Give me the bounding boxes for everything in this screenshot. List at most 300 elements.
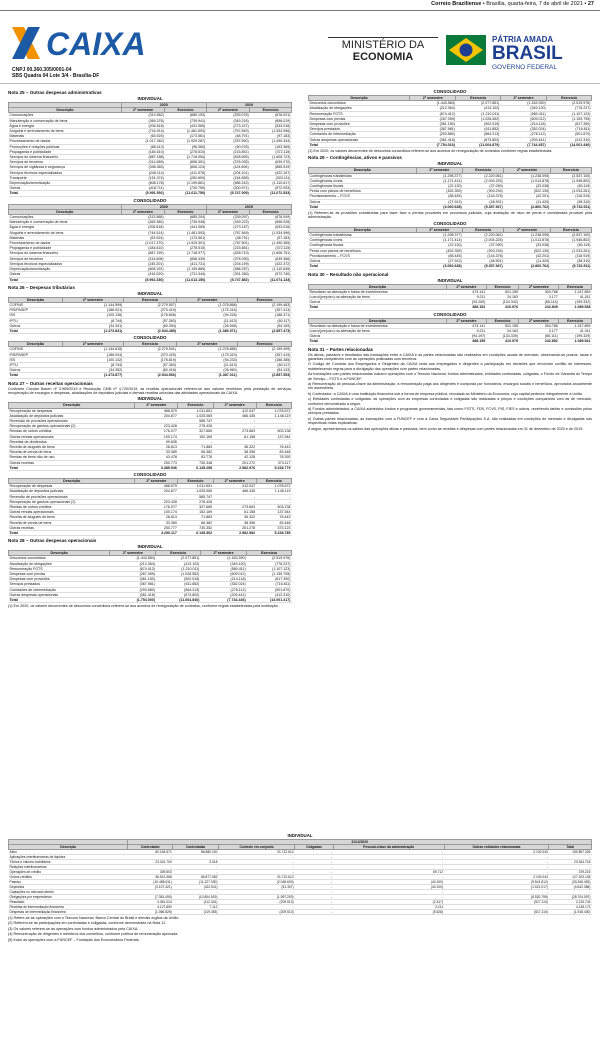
related-parties-value: - [295, 910, 334, 915]
admin-expenses-individual-table-total-value: (5.991.592) [121, 191, 165, 196]
other-expenses-individual-table-value: (1.210.011) [156, 566, 200, 571]
tax-expenses-individual-table-label: PIS/PASEP [9, 308, 63, 313]
other-expenses-individual-table-value: (1.028.552) [156, 572, 200, 577]
admin-expenses-individual-table-label: Aluguéis e arrendamento de bens [9, 129, 122, 134]
tax-expenses-consolidated-table-value: (34.352) [63, 368, 124, 373]
other-expenses-consolidated-table-value: (361.150) [410, 122, 456, 127]
admin-expenses-individual-table-total-value: (11.072.533) [250, 191, 292, 196]
contingencies-consolidated-table-label: Contingências cíveis [309, 238, 417, 243]
tax-expenses-individual-table-total-value: (1.473.841) [63, 328, 124, 333]
tax-expenses-consolidated-table-value: (2.279.541) [123, 347, 177, 352]
other-expenses-individual-table-value: (412.310) [247, 592, 292, 597]
non-operating-consolidated-table-column-header: Exercício [559, 318, 592, 323]
admin-expenses-individual-table-label: Outras [9, 186, 122, 191]
other-income-consolidated-table-value: 250.777 [135, 525, 178, 530]
other-income-individual-table-value: 78.393 [256, 455, 291, 460]
admin-expenses-individual-table-label: Comunicações [9, 113, 122, 118]
contingencies-individual-table-value: (2.537.100) [550, 173, 591, 178]
other-income-individual-table-value: 66.382 [178, 450, 213, 455]
related-parties-label: Despesas de intermediação financeira [9, 910, 128, 915]
other-expenses-consolidated-table-value: (2.077.851) [456, 101, 500, 106]
tax-expenses-consolidated-table-column-header: Descrição [9, 342, 63, 347]
other-income-individual-table-total-value: 5.228.779 [256, 465, 291, 470]
related-parties-value: 4.138.173 [549, 905, 592, 910]
contingencies-individual-table-row [309, 189, 592, 194]
contingencies-consolidated-table-total-value: (5.732.511) [550, 264, 591, 269]
contingencies-individual-table-body [309, 173, 592, 209]
related-parties-value: - [128, 865, 173, 870]
other-income-consolidated-table-value: 66.382 [178, 520, 213, 525]
contingencies-individual-table-value: (22.130) [416, 184, 463, 189]
tax-expenses-consolidated-table-value: (60.117) [238, 362, 292, 367]
non-operating-consolidated-table-total-value: 242.852 [519, 339, 559, 344]
contingencies-consolidated-table-block [308, 221, 592, 270]
related-parties-value: (119.453) [173, 910, 219, 915]
other-expenses-individual-table-caption: INDIVIDUAL [137, 544, 163, 550]
non-operating-individual-table-value: 41.011 [559, 294, 592, 299]
admin-expenses-individual-table-value: (173.561) [165, 134, 206, 139]
address: SBS Quadra 04 Lote 3/4 - Brasília-DF [12, 73, 100, 79]
other-income-consolidated-table-value: 83.448 [256, 520, 291, 525]
admin-expenses-individual-table-value: (398.383) [121, 165, 165, 170]
admin-expenses-individual-table-value: (314.565) [121, 160, 165, 165]
other-expenses-individual-table-total-value: (7.744.446) [200, 598, 246, 603]
other-income-consolidated-table-label: Reversão de provisões operacionais [9, 494, 135, 499]
related-parties-value: - [549, 890, 592, 895]
non-operating-individual-table-column-header: Descrição [309, 284, 447, 289]
non-operating-individual-table-total-value: 388.152 [447, 305, 487, 310]
other-expenses-individual-table-value: (674.412) [110, 566, 156, 571]
other-income-individual-table-column-header: Exercício [178, 403, 213, 408]
note-title: Nota 27 – Outras receitas operacionais [8, 380, 93, 386]
other-income-consolidated-table-total-value: 2.582.982 [213, 531, 256, 536]
tax-expenses-consolidated-table-value: (57.363) [123, 362, 177, 367]
non-operating-individual-table-label: Resultado na alienação e baixa de investimentos [309, 289, 447, 294]
admin-expenses-individual-table-value: (422.197) [250, 170, 292, 175]
related-parties-value: (4.642.356) [549, 885, 592, 890]
other-income-consolidated-table-value: 1.011.651 [178, 484, 213, 489]
admin-expenses-individual-table-label: Serviços de terceiros [9, 160, 122, 165]
contingencies-consolidated-table-total-row [309, 264, 592, 269]
other-expenses-individual-table-value: (361.418) [110, 592, 156, 597]
admin-expenses-consolidated-table-label: Outras [9, 272, 122, 277]
note-paragraph: b) Controlador: a CAIXA é uma instituição financeira sob a forma de empresa pública, vinculada ao Ministério da Economia, cujo capital pertence integralmente à União. [308, 391, 584, 396]
other-income-individual-table-label: Outras rendas operacionais [9, 434, 135, 439]
other-expenses-individual-table-value: (1.107.123) [247, 566, 292, 571]
tax-expenses-consolidated-table-label: ISS [9, 357, 63, 362]
admin-expenses-consolidated-table-label: Comunicações [9, 215, 122, 220]
other-expenses-consolidated-table-value: (412.310) [547, 137, 592, 142]
related-parties-value: 2.100.043 [444, 875, 549, 880]
admin-expenses-consolidated-table-column-header: Exercício [165, 209, 207, 214]
other-income-consolidated-table-column-header: Descrição [9, 479, 135, 484]
other-expenses-individual-table-value: (560.411) [200, 566, 246, 571]
admin-expenses-individual-table-value: (767.849) [206, 129, 250, 134]
tax-expenses-consolidated-table-value: (94.233) [177, 357, 238, 362]
tax-expenses-individual-table-total-row [9, 328, 292, 333]
other-income-consolidated-table-label: Receita de venda de bens [9, 520, 135, 525]
publication-date: Brasília, quarta-feira, 7 de abril de 2021 [486, 1, 583, 7]
other-income-consolidated-table-label: Receita de aluguéis de bens [9, 515, 135, 520]
tax-expenses-individual-table-value: (94.226) [177, 313, 238, 318]
other-expenses-individual-table-total-value: (1.754.000) [110, 598, 156, 603]
admin-expenses-consolidated-table-label: Materiais [9, 235, 122, 240]
other-income-individual-table-value: 373.117 [256, 460, 291, 465]
contingencies-individual-table-value: (903.294) [463, 189, 504, 194]
related-parties-label: Receitas de intermediação financeira [9, 905, 128, 910]
other-income-individual-table-value: 176.077 [135, 429, 178, 434]
contingencies-consolidated-table-total-value: (5.357.947) [463, 264, 504, 269]
other-expenses-consolidated-table-total-value: (7.754.016) [410, 142, 456, 147]
other-expenses-consolidated-table-value: (209.441) [500, 137, 546, 142]
contingencies-consolidated-table-label: Perda com planos de benefícios [309, 248, 417, 253]
contingencies-individual-table-column-header: Exercício [550, 168, 591, 173]
related-parties-footnote: (2) Referem-se às participações em controladas e coligadas, conforme demonstrado na Nota 12. [8, 921, 167, 926]
non-operating-individual-table-value: 1.247.859 [559, 289, 592, 294]
other-income-consolidated-table-value: 204.877 [135, 489, 178, 494]
other-income-individual-table-column-header: 2º semestre [135, 403, 178, 408]
admin-expenses-consolidated-table-value: (372.115) [250, 246, 292, 251]
other-expenses-consolidated-table-value: (1.443.584) [410, 101, 456, 106]
tax-expenses-individual-table-value: (357.413) [238, 308, 292, 313]
admin-expenses-individual-table-value: (339.078) [206, 113, 250, 118]
contingencies-consolidated-table-value: (33.038) [504, 243, 551, 248]
other-income-consolidated-table-value: 100.174 [135, 510, 178, 515]
admin-expenses-consolidated-table-value: (376.090) [206, 256, 249, 261]
admin-expenses-individual-table-value: (154.658) [206, 175, 250, 180]
other-expenses-consolidated-table-body [309, 101, 592, 148]
other-income-individual-table-value: 38.396 [213, 450, 256, 455]
admin-expenses-consolidated-table-value: (744.514) [121, 230, 164, 235]
other-income-consolidated-table-value: 176.077 [135, 505, 178, 510]
tax-expenses-individual-table-value: (1.144.599) [63, 302, 124, 307]
other-income-consolidated-table-value: 273.663 [213, 505, 256, 510]
admin-expenses-individual-table-value: (828.695) [206, 155, 250, 160]
ministry-line-1: MINISTÉRIO DA [341, 39, 425, 51]
other-expenses-individual-table-value: (367.981) [110, 582, 156, 587]
admin-expenses-consolidated-table-value: (63.924) [121, 235, 164, 240]
ministry-logo [328, 39, 438, 63]
related-parties-value: 4.127.850 [128, 905, 173, 910]
admin-expenses-consolidated-table-total-value: (5.747.852) [206, 277, 249, 282]
admin-expenses-consolidated-table-value: (1.461.593) [165, 230, 207, 235]
related-parties-value: - [295, 875, 334, 880]
admin-expenses-consolidated-table-value: (656.439) [165, 256, 207, 261]
other-expenses-consolidated-table-value: (564.213) [456, 132, 500, 137]
related-parties-value: - [295, 865, 334, 870]
related-parties-value: - [333, 850, 444, 855]
contingencies-individual-table-value: (42.201) [504, 194, 551, 199]
non-operating-individual-table-value: (94.200) [447, 300, 487, 305]
tax-expenses-individual-table-column-header: 2º semestre [177, 297, 238, 302]
admin-expenses-consolidated-table-value: (767.849) [206, 230, 249, 235]
contingencies-consolidated-table-value: (1.946.802) [550, 238, 591, 243]
admin-expenses-consolidated-table-value: (206.618) [121, 225, 164, 230]
other-income-consolidated-table-body [9, 484, 292, 536]
other-income-individual-table-value: - [256, 418, 291, 423]
admin-expenses-consolidated-table-value: (48.791) [206, 235, 249, 240]
other-income-consolidated-table-column-header: Exercício [256, 479, 291, 484]
related-parties-value: 150.857.326 [549, 850, 592, 855]
other-income-individual-table-block [8, 396, 292, 471]
admin-expenses-individual-table-label: Serviços técnicos especializados [9, 170, 122, 175]
contingencies-individual-table-column-header: 2º semestre [504, 168, 551, 173]
note-title: Nota 29 – Contingências, ativos e passivos [308, 155, 402, 161]
contingencies-individual-table-value: (11.420) [504, 199, 551, 204]
related-parties-footnote: (3) Os valores referem-se às operações com fundos administrados pela CAIXA. [8, 926, 139, 931]
admin-expenses-individual-table-body [9, 113, 292, 196]
other-expenses-consolidated-table-value: (367.981) [410, 127, 456, 132]
other-expenses-individual-table-value: (413.102) [156, 561, 200, 566]
related-parties-value: 3.211 [333, 905, 444, 910]
related-parties-column-header: Pessoal-chave da administração [333, 845, 444, 850]
related-parties-value: 23.341.700 [128, 860, 173, 865]
non-operating-consolidated-table-total-row [309, 339, 592, 344]
tax-expenses-individual-table-total-label: Total [9, 328, 63, 333]
other-income-consolidated-table-value: 585.747 [178, 494, 213, 499]
admin-expenses-consolidated-table-value: (608.192) [121, 267, 164, 272]
other-expenses-individual-table-value: (1.159.795) [247, 572, 292, 577]
admin-expenses-individual-table-value: (441.069) [165, 123, 206, 128]
other-income-individual-table-value: 43.478 [135, 455, 178, 460]
related-parties-footnote: (4) Remuneração de dirigentes e membros dos conselhos, conforme política de remuneração aprovada. [8, 932, 179, 937]
other-expenses-consolidated-table-value: (673.802) [456, 137, 500, 142]
other-income-consolidated-table-value: - [213, 499, 256, 504]
admin-expenses-consolidated-table-total-value: (11.074.133) [250, 277, 292, 282]
tax-expenses-individual-table-label: ISS [9, 313, 63, 318]
non-operating-consolidated-table-value: 521.155 [486, 323, 519, 328]
admin-expenses-consolidated-table-label: Serviços de terceiros [9, 256, 122, 261]
related-parties-label: Operações de crédito [9, 870, 128, 875]
tax-expenses-consolidated-table-value: (1.078.886) [177, 347, 238, 352]
admin-expenses-consolidated-table-value: (787.601) [206, 241, 249, 246]
admin-expenses-consolidated-table-label: Aluguéis e arrendamento de bens [9, 230, 122, 235]
other-expenses-consolidated-table-label: Comissões de intermediação [309, 132, 410, 137]
admin-expenses-consolidated-table-label: Manutenção e conservação de bens [9, 220, 122, 225]
other-income-individual-table-value: 71.883 [178, 444, 213, 449]
admin-expenses-individual-table-column-header: Exercício [250, 108, 292, 113]
contingencies-consolidated-table-column-header: 2º semestre [504, 227, 551, 232]
contingencies-individual-table-total-value: (3.060.638) [416, 204, 463, 209]
other-income-individual-table-value: 76.443 [256, 444, 291, 449]
contingencies-consolidated-table-value: (22.130) [416, 243, 463, 248]
tax-expenses-consolidated-table-total-label: Total [9, 373, 63, 378]
admin-expenses-individual-table-value: (369.376) [121, 118, 165, 123]
related-parties-value: - [549, 865, 592, 870]
admin-expenses-individual-table-label: Promoções e relações públicas [9, 144, 122, 149]
contingencies-consolidated-table-column-header: Exercício [550, 227, 591, 232]
other-expenses-consolidated-table-value: (611.852) [456, 127, 500, 132]
contingencies-individual-table-column-header: 2º semestre [416, 168, 463, 173]
admin-expenses-individual-table-total-label: Total [9, 191, 122, 196]
tax-expenses-consolidated-table-value: (1.144.615) [63, 347, 124, 352]
note-paragraph: As transações com partes relacionadas incluem operações com o Tesouro Nacional, fundos administrados, entidades controladas, coligadas, o Fundo de Garantia do Tempo de Serviço – FGTS e a FUNCEF. [308, 372, 592, 381]
admin-expenses-consolidated-table-total-value: (5.992.330) [121, 277, 164, 282]
contingencies-consolidated-table-value: (452.359) [416, 248, 463, 253]
admin-expenses-consolidated-table-value: (731.344) [165, 272, 207, 277]
related-parties-value: - [549, 855, 592, 860]
admin-expenses-consolidated-table-label: Propaganda e publicidade [9, 246, 122, 251]
tax-expenses-consolidated-table-column-header: 2º semestre [63, 342, 124, 347]
other-income-individual-table-value: 83.778 [178, 455, 213, 460]
other-expenses-individual-table-value: (209.441) [200, 592, 246, 597]
tax-expenses-individual-table-body [9, 302, 292, 333]
tax-expenses-consolidated-table-value: (2.199.499) [238, 347, 292, 352]
other-income-individual-table-value: 28.813 [135, 444, 178, 449]
admin-expenses-consolidated-table-head [9, 204, 292, 214]
other-expenses-individual-table-label: Descontos concedidos [9, 556, 110, 561]
contingencies-consolidated-table-value: (37.090) [463, 243, 504, 248]
contingencies-individual-table-value: (33.038) [504, 184, 551, 189]
related-parties-value: 69.712 [333, 870, 444, 875]
other-income-individual-table-value: 412.047 [213, 408, 256, 413]
tax-expenses-individual-table-value: (11.613) [177, 318, 238, 323]
related-parties-footnote: (1) Refere-se às operações com o Tesouro Nacional, Banco Central do Brasil e demais órgãos da União. [8, 916, 180, 920]
related-parties-value: - [444, 855, 549, 860]
other-income-consolidated-table-total-label: Total [9, 531, 135, 536]
related-parties-value: (28.704.097) [549, 895, 592, 900]
other-expenses-consolidated-table-value: (2.519.976) [547, 101, 592, 106]
other-expenses-individual-table-value: (776.237) [247, 561, 292, 566]
other-income-consolidated-table-value: 278.426 [178, 499, 213, 504]
other-income-individual-table-label: Atualização de depósitos judiciais [9, 413, 135, 418]
other-expenses-consolidated-table-value: (349.120) [500, 106, 546, 111]
other-expenses-consolidated-table-label: Despesas com perdas [309, 116, 410, 121]
note-text: (1) Em 2020, os valores decorrentes de descontos concedidos referem-se aos acordos de renegociação de contratos conforme regras estabelecidas. [308, 149, 553, 154]
other-income-individual-table-label: Recuperação de ganhos operacionais (2) [9, 424, 135, 429]
tax-expenses-individual-table-total-value: (2.944.489) [123, 328, 177, 333]
other-expenses-individual-table-label: Despesas com perdas [9, 572, 110, 577]
related-parties-value: - [333, 865, 444, 870]
related-parties-value: - [295, 870, 334, 875]
admin-expenses-individual-table-value: (865.519) [250, 165, 292, 170]
other-expenses-consolidated-table-label: Serviços prestados [309, 127, 410, 132]
related-parties-value: (3.107.421) [128, 885, 173, 890]
tax-expenses-consolidated-table-value: (186.385) [238, 357, 292, 362]
other-expenses-individual-table-label: Remuneração FGTS [9, 566, 110, 571]
non-operating-individual-table-total-label: Total [309, 305, 447, 310]
other-income-individual-table-label: Receita de venda de bens [9, 450, 135, 455]
other-income-individual-table-label: Receitas de dividendos [9, 439, 135, 444]
other-expenses-individual-table-value: (352.024) [200, 582, 246, 587]
related-parties-value: - [218, 865, 294, 870]
related-parties-footnote: (5) Inclui as operações com a FUNCEF – Fundação dos Economiários Federais. [8, 937, 140, 942]
tax-expenses-individual-table-value: (8.744) [63, 318, 124, 323]
admin-expenses-individual-table-value: (1.718.954) [165, 155, 206, 160]
other-income-consolidated-table-value: 36.322 [213, 515, 256, 520]
other-income-individual-table [8, 402, 292, 471]
tax-expenses-consolidated-table-total-value: (1.387.011) [177, 373, 238, 378]
admin-expenses-consolidated-table-value: (314.608) [121, 256, 164, 261]
other-expenses-consolidated-table-value: (212.364) [410, 106, 456, 111]
non-operating-consolidated-table-block [308, 312, 592, 345]
other-expenses-individual-table-total-label: Total [9, 598, 110, 603]
admin-expenses-consolidated-table-value: (696.026) [250, 220, 292, 225]
admin-expenses-individual-table-value: (278.510) [165, 149, 206, 154]
related-parties-date: 31/12/2020 [128, 840, 592, 845]
note-title: Nota 25 – Outras despesas administrativas [8, 90, 102, 95]
contingencies-individual-table-value: (2.220.061) [463, 173, 504, 178]
other-expenses-individual-table-value: (501.870) [247, 587, 292, 592]
other-expenses-individual-table-value: (902.015) [156, 577, 200, 582]
admin-expenses-individual-table-label: Água e energia [9, 123, 122, 128]
admin-expenses-consolidated-table-total-value: (11.613.150) [165, 277, 207, 282]
other-expenses-individual-table-column-header: Descrição [9, 551, 110, 556]
tax-expenses-individual-table-value: (186.371) [238, 313, 292, 318]
other-income-consolidated-table-value: 412.047 [213, 484, 256, 489]
admin-expenses-consolidated-table-column-header: Exercício [250, 209, 292, 214]
contingencies-individual-table-value: (88.445) [416, 194, 463, 199]
contingencies-consolidated-table-body [309, 233, 592, 269]
admin-expenses-individual-table-value: (1.490.344) [250, 139, 292, 144]
note-paragraph: O Código de Conduta dos Empregados e Dirigentes da CAIXA veda aos empregados e dirigentes a participação em decisões que envolvam conflito de interesses, estabelecendo regras para a divulgação das operações com partes relacionadas. [308, 362, 592, 371]
other-income-individual-table-value: 33.389 [135, 450, 178, 455]
contingencies-individual-table-value: (1.298.377) [416, 173, 463, 178]
other-income-individual-table-total-label: Total [9, 465, 135, 470]
contingencies-individual-table-value: (1.238.095) [504, 173, 551, 178]
other-income-consolidated-table-label: Rendas de outros créditos [9, 505, 135, 510]
note-paragraph: d) Fundos administrados: a CAIXA administra fundos e programas governamentais, tais como FGTS, FDS, FCVS, PIS, FIES e outros, recebendo tarifas e comissões pelos serviços prestados. [308, 407, 592, 416]
other-expenses-consolidated-table-value: (352.024) [500, 127, 546, 132]
other-income-consolidated-table-label: Recuperação de ganhos operacionais (2) [9, 499, 135, 504]
tax-expenses-individual-table-total-value: (1.386.971) [177, 328, 238, 333]
related-parties-value: - [444, 890, 549, 895]
admin-expenses-individual-table-value: (1.017.362) [121, 139, 165, 144]
non-operating-individual-table-value: 24.163 [486, 294, 519, 299]
admin-expenses-individual-table-value: (1.929.287) [165, 139, 206, 144]
related-parties-value: (517.110) [444, 910, 549, 915]
cnpj: CNPJ 00.360.305/0001-04 [12, 67, 72, 73]
other-expenses-consolidated-table-value: (293.580) [410, 132, 456, 137]
admin-expenses-consolidated-table-value: (739.948) [165, 220, 207, 225]
related-parties-value: (11.227.030) [173, 880, 219, 885]
tax-expenses-consolidated-table-value: (26.960) [177, 368, 238, 373]
other-expenses-consolidated-table-value: (609.012) [500, 116, 546, 121]
related-parties-value: 127.203.105 [549, 875, 592, 880]
admin-expenses-individual-table-value: (376.035) [206, 160, 250, 165]
non-operating-consolidated-table-column-header: 2º semestre [447, 318, 487, 323]
admin-expenses-individual-table-value: (1.199.861) [165, 181, 206, 186]
admin-expenses-consolidated-table-value: (887.199) [121, 251, 164, 256]
other-income-individual-table-column-header: Descrição [9, 403, 135, 408]
gov-line-2: BRASIL [492, 43, 563, 64]
related-parties-value: - [173, 855, 219, 860]
related-parties-table-section [8, 832, 592, 943]
other-income-consolidated-table-label: Outras rendas operacionais [9, 510, 135, 515]
related-parties-value: - [295, 855, 334, 860]
other-expenses-individual-table-value: (361.150) [110, 577, 156, 582]
other-income-consolidated-table-value: 1.025.065 [178, 489, 213, 494]
other-income-consolidated-table-value: 28.813 [135, 515, 178, 520]
other-income-consolidated-table-value: - [135, 494, 178, 499]
contingencies-consolidated-table-value: (522.130) [504, 248, 551, 253]
tax-expenses-consolidated-table-block [8, 335, 292, 378]
non-operating-individual-table-label: Lucro/(prejuízo) na alienação de bens [309, 294, 447, 299]
admin-expenses-consolidated-table-value: (1.110.645) [250, 267, 292, 272]
contingencies-individual-table-label: Provisionamento – FCVS [309, 194, 417, 199]
tax-expenses-individual-table-label: Outros [9, 323, 63, 328]
other-expenses-individual-table-column-header: 2º semestre [110, 551, 156, 556]
contingencies-consolidated-table-value: (1.171.414) [416, 238, 463, 243]
other-expenses-individual-table-column-header: Exercício [156, 551, 200, 556]
other-income-individual-table-value: 99.836 [135, 439, 178, 444]
tax-expenses-consolidated-table-value: (175.319) [177, 352, 238, 357]
contingencies-consolidated-table-column-header: 2º semestre [416, 227, 463, 232]
other-expenses-individual-table-value: (2.519.976) [247, 556, 292, 561]
admin-expenses-individual-table-block [8, 96, 292, 197]
non-operating-individual-table [308, 284, 592, 311]
tax-expenses-individual-table-column-header: Exercício [238, 297, 292, 302]
